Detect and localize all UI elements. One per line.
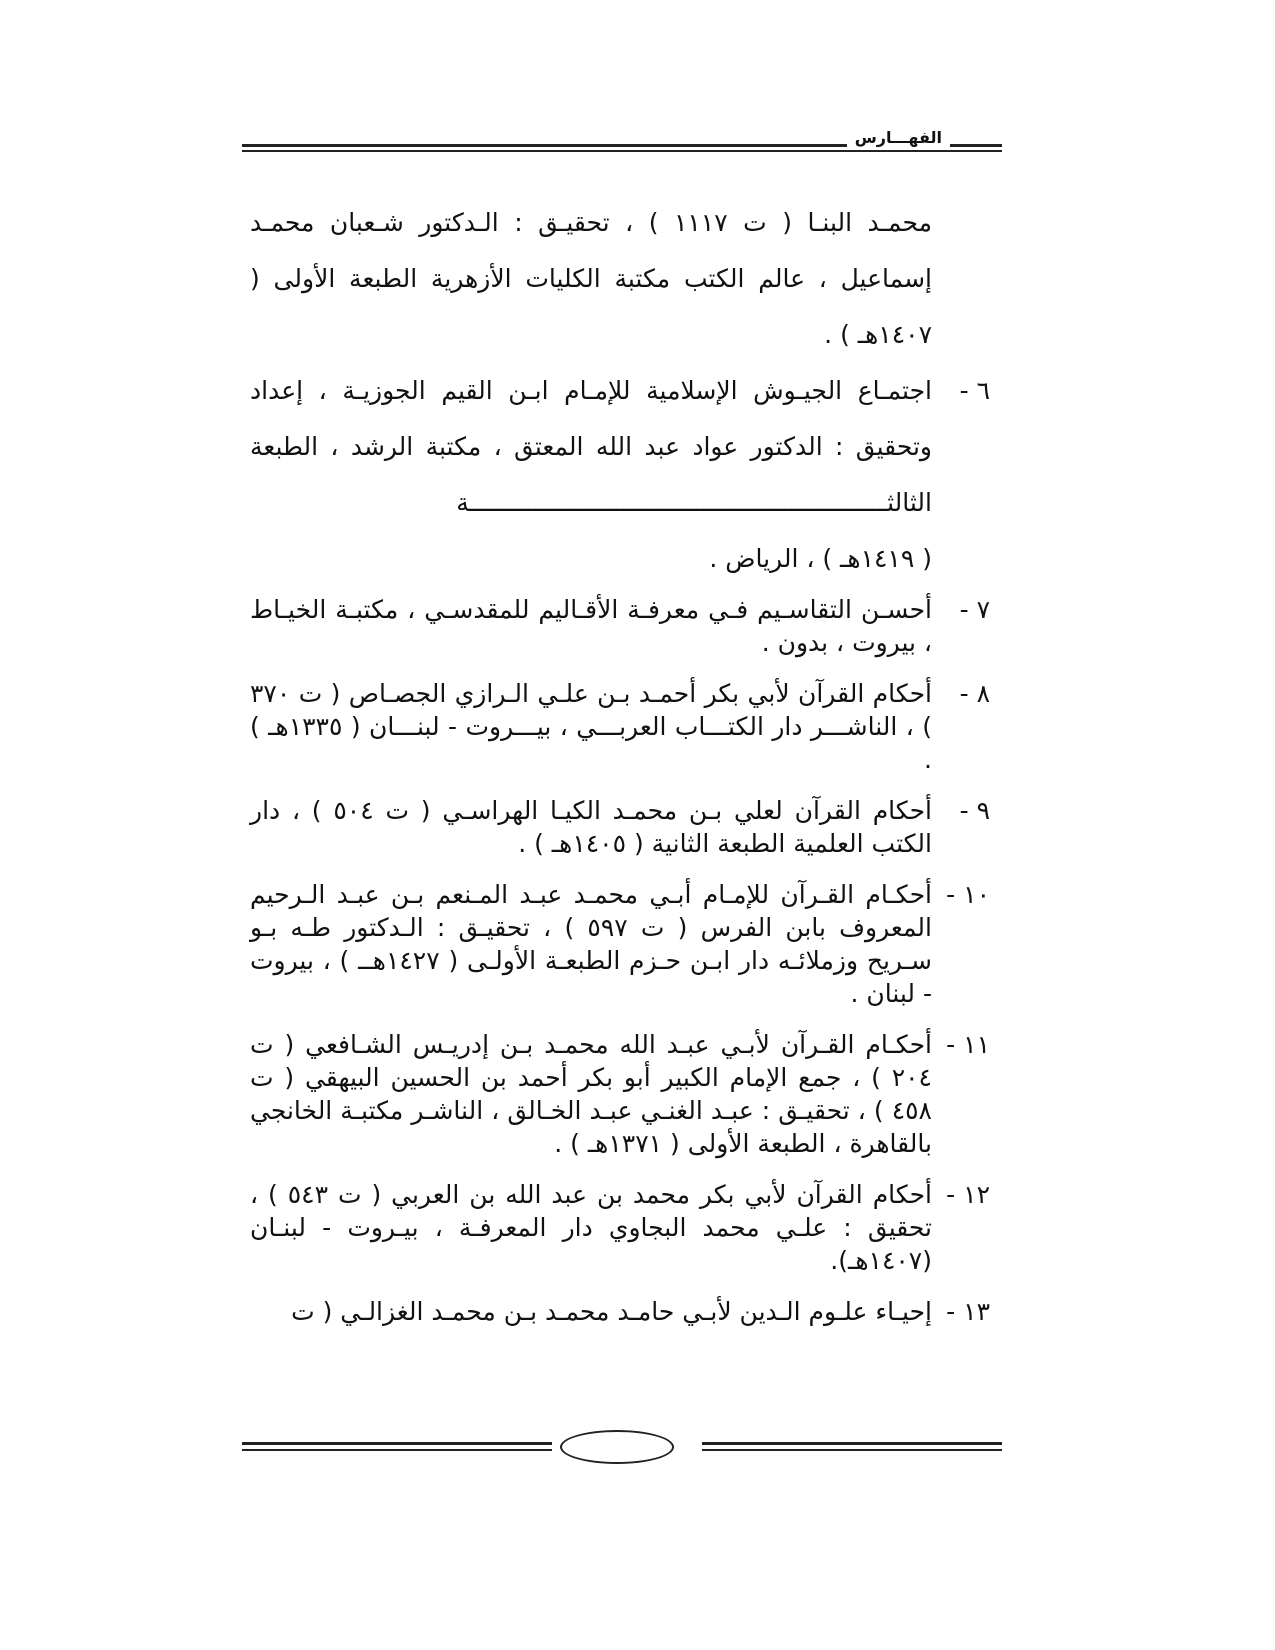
page-footer [242, 1430, 1002, 1470]
entry-tail: ( ١٤١٩هـ ) ، الرياض . [709, 544, 932, 573]
page-header [242, 126, 1002, 156]
entry-text: أحكـام القـرآن للإمـام أبـي محمـد عبـد المـنعم بـن عبـد الـرحيم المعروف بابن الفرس ( ت ٥٩٧ ) ، تحقيـق : الـدكتور طـه بـو سـريح وزملائـه دار ابـن حـزم الطبعـة الأولـى ( ١٤٢٧هــ ) ، بيروت - لبنان . [250, 880, 933, 1008]
footer-rule-right [702, 1442, 1002, 1445]
entry-text: أحكام القرآن لأبي بكر محمد بن عبد الله بن العربي ( ت ٥٤٣ ) ، تحقيق : علـي محمد البجاوي دار المعرفـة ، بيـروت - لبنـان (١٤٠٧هـ). [250, 1180, 932, 1275]
page-number-oval [560, 1430, 674, 1464]
entry-text: أحسـن التقاسـيم فـي معرفـة الأقـاليم للمقدسـي ، مكتبـة الخيـاط ، بيروت ، بدون . [250, 595, 932, 657]
entry-number: ٨ - [959, 679, 990, 708]
list-item [250, 677, 990, 776]
list-item [250, 593, 990, 659]
footer-rule-right-thin [702, 1449, 1002, 1451]
entry-text: إحيـاء علـوم الـدين لأبـي حامـد محمـد بـن محمـد الغزالـي ( ت [291, 1297, 932, 1326]
entry-text: أحكـام القـرآن لأبـي عبـد الله محمـد بـن إدريـس الشـافعي ( ت ٢٠٤ ) ، جمع الإمام الكبير أبو بكر أحمد بن الحسين البيهقي ( ت ٤٥٨ ) ، تحقيـق : عبـد الغنـي عبـد الخـالق ، الناشـر مكتبـة الخانجي بالقاهرة ، الطبعة الأولى ( ١٣٧١هـ ) . [250, 1030, 932, 1158]
continuation-text: محمـد البنـا ( ت ١١١٧ ) ، تحقيـق : الـدكتور شـعبان محمـد إسماعيل ، عالم الكتب مكتبة الكليات الأزهرية الطبعة الأولى ( ١٤٠٧هـ ) . [250, 208, 932, 349]
entry-number: ١٠ - [946, 880, 990, 909]
entry-number: ١٣ - [946, 1297, 990, 1326]
list-item [250, 1028, 990, 1160]
entry-text: أحكام القرآن لأبي بكر أحمـد بـن علـي الـرازي الجصـاص ( ت ٣٧٠ ) ، الناشـــر دار الكتـــاب العربـــي ، بيـــروت - لبنـــان ( ١٣٣٥هـ ) . [250, 679, 932, 774]
list-item [250, 794, 990, 860]
entry-text: اجتمـاع الجيـوش الإسلامية للإمـام ابـن القيم الجوزيـة ، إعداد وتحقيق : الدكتور عواد عبد الله المعتق ، مكتبة الرشد ، الطبعة الثالثـــــــــــــــــــــــــــــــــــــــــــــــــــــــــة [250, 376, 932, 517]
list-item [250, 878, 990, 1010]
footer-rule-left-thin [242, 1449, 552, 1451]
header-rule-thin [242, 150, 1002, 152]
footer-rule-left [242, 1442, 552, 1445]
header-title: الفهـــارس [847, 128, 950, 147]
entry-number: ١٢ - [946, 1180, 990, 1209]
list-item [250, 363, 990, 587]
list-item [250, 1295, 990, 1328]
entry-number: ١١ - [946, 1030, 990, 1059]
entry-text: أحكام القرآن لعلي بـن محمـد الكيـا الهراسـي ( ت ٥٠٤ ) ، دار الكتب العلمية الطبعة الثانية ( ١٤٠٥هـ ) . [250, 796, 932, 858]
bibliography-content [250, 195, 990, 1346]
entry-number: ٩ - [959, 796, 990, 825]
entry-number: ٦ - [959, 376, 990, 405]
entry-number: ٧ - [959, 595, 990, 624]
list-item [250, 1178, 990, 1277]
